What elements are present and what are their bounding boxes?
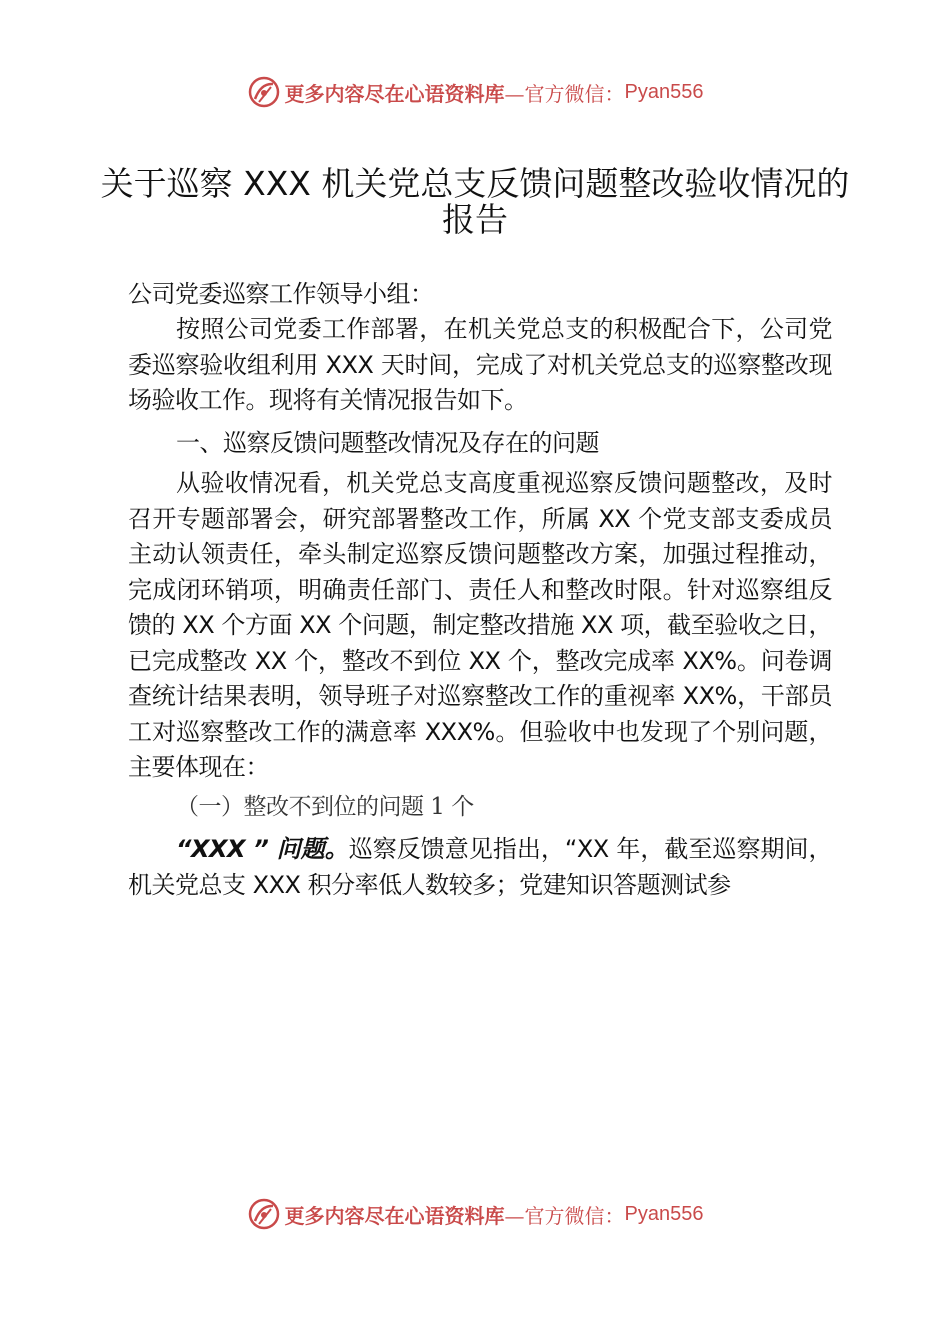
section1-heading: 一、巡察反馈问题整改情况及存在的问题	[176, 429, 599, 457]
issue-body: 巡察反馈意见指出，“XX 年，截至巡察期间，机关党总支 XXX 积分率低人数较多；党建知识答题测试参	[128, 835, 832, 899]
watermark-brand: 更多内容尽在心语资料库	[284, 1203, 505, 1228]
document-title: 关于巡察 XXX 机关党总支反馈问题整改验收情况的报告	[100, 164, 850, 239]
subsection1-heading: （一）整改不到位的问题 1 个	[176, 794, 474, 820]
issue-label: “XXX ” 问题。	[176, 835, 349, 863]
issue-paragraph	[128, 832, 832, 903]
watermark-separator: —官方微信：	[504, 1203, 625, 1228]
brand-logo-icon	[247, 1197, 281, 1231]
watermark-wechat-id: Pyan556	[624, 80, 704, 103]
watermark-separator: —官方微信：	[504, 81, 625, 106]
intro-paragraph: 按照公司党委工作部署，在机关党总支的积极配合下，公司党委巡察验收组利用 XXX 天时间，完成了对机关党总支的巡察整改现场验收工作。现将有关情况报告如下。	[128, 315, 832, 414]
watermark-footer	[0, 1194, 950, 1234]
brand-logo-icon	[247, 75, 281, 109]
watermark-wechat-id: Pyan556	[624, 1202, 704, 1225]
section1-paragraph: 从验收情况看，机关党总支高度重视巡察反馈问题整改，及时召开专题部署会，研究部署整改工作，所属 XX 个党支部支委成员主动认领责任，牵头制定巡察反馈问题整改方案，加强过程推动，完成闭环销项，明确责任部门、责任人和整改时限。针对巡察组反馈的 XX 个方面 XX 个问题，制定整改措施 XX 项，截至验收之日，已完成整改 XX 个，整改不到位 XX 个，整改完成率 XX%。问卷调查统计结果表明，领导班子对巡察整改工作的重视率 XX%，干部员工对巡察整改工作的满意率 XXX%。但验收中也发现了个别问题，主要体现在：	[128, 469, 832, 781]
salutation: 公司党委巡察工作领导小组：	[128, 280, 434, 308]
watermark-brand: 更多内容尽在心语资料库	[284, 81, 505, 106]
watermark-header	[0, 72, 950, 112]
